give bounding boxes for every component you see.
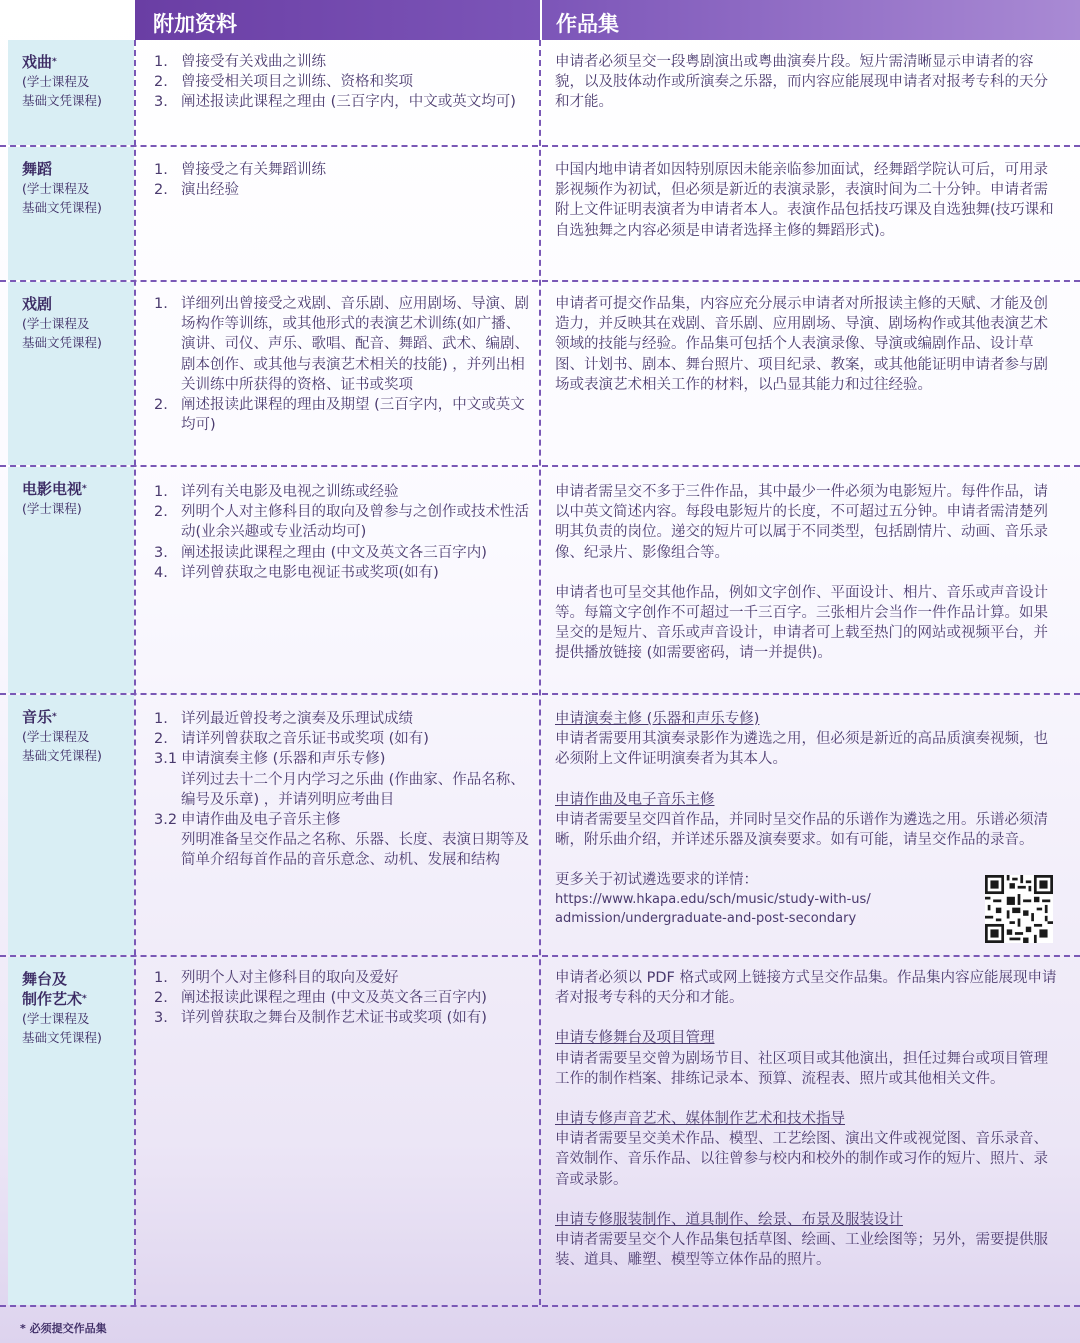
category-name: 音乐 <box>22 708 53 726</box>
category-film-tv <box>8 467 134 693</box>
list-item: 详列过去十二个月内学习之乐曲 (作曲家、作品名称、编号及乐章) ，并请列明应考曲目 <box>181 771 525 808</box>
row-divider <box>0 1305 1080 1307</box>
list-item: 2. 阐述报读此课程之理由 (中文及英文各三百字内) <box>154 990 487 1007</box>
additional-info-list <box>150 968 530 1029</box>
category-name: 舞台及 <box>22 970 68 988</box>
category-level: 基础文凭课程) <box>22 200 102 215</box>
category-music <box>8 695 134 955</box>
header-additional-info: 附加资料 <box>135 0 540 40</box>
list-item: 3. 阐述报读此课程之理由 (三百字内，中文或英文均可) <box>154 94 516 111</box>
category-level: 基础文凭课程) <box>22 1030 102 1045</box>
category-level: 基础文凭课程) <box>22 93 102 108</box>
header-blank <box>0 0 135 40</box>
section-heading: 申请专修声音艺术、媒体制作艺术和技术指导 <box>555 1111 845 1128</box>
list-item: 2. 曾接受相关项目之训练、资格和奖项 <box>154 74 413 91</box>
additional-info-list <box>150 294 530 435</box>
additional-info-list <box>150 482 530 583</box>
list-item: 3. 详列曾获取之舞台及制作艺术证书或奖项 (如有) <box>154 1010 487 1027</box>
required-star: * <box>52 712 57 722</box>
list-item: 1. 曾接受有关戏曲之训练 <box>154 54 326 70</box>
footnote: * 必须提交作品集 <box>20 1322 107 1335</box>
category-theatre-production <box>8 957 134 1305</box>
list-item: 4. 详列曾获取之电影电视证书或奖项(如有) <box>154 564 439 581</box>
category-level: (学士课程及 <box>22 1011 90 1026</box>
category-level: 基础文凭课程) <box>22 335 102 350</box>
additional-info-list <box>150 709 530 871</box>
list-item: 2. 演出经验 <box>154 182 239 199</box>
category-level: (学士课程) <box>22 501 82 516</box>
list-item: 2. 请详列曾获取之音乐证书或奖项 (如有) <box>154 731 429 748</box>
category-name: 制作艺术 <box>22 990 83 1008</box>
required-star: * <box>82 484 87 494</box>
url-link[interactable]: admission/undergraduate-and-post-secondary <box>555 911 857 927</box>
list-item: 列明准备呈交作品之名称、乐器、长度、表演日期等及简单介绍每首作品的音乐意念、动机、发展和结构 <box>181 832 529 869</box>
table-header <box>0 0 1080 40</box>
category-dance <box>8 147 134 280</box>
list-item: 3.1 申请演奏主修 (乐器和声乐专修) <box>154 751 386 768</box>
section-heading: 申请作曲及电子音乐主修 <box>555 791 715 808</box>
required-star: * <box>52 57 57 67</box>
url-link[interactable]: https://www.hkapa.edu/sch/music/study-with-us/ <box>555 892 871 908</box>
list-item: 1. 曾接受之有关舞蹈训练 <box>154 162 326 178</box>
list-item: 1. 列明个人对主修科目的取向及爱好 <box>154 970 399 986</box>
more-info-label: 更多关于初试遴选要求的详情： <box>555 872 758 889</box>
category-drama <box>8 282 134 465</box>
portfolio-text: 中国内地申请者如因特别原因未能亲临参加面试，经舞蹈学院认可后，可用录影视频作为初试，但必须是新近的表演录影，表演时间为二十分钟。申请者需附上文件证明表演者为申请者本人。表演作品包括技巧课及自选独舞(技巧课和自选独舞之内容必须是申请者选择主修的舞蹈形式)。 <box>555 162 1054 239</box>
category-level: (学士课程及 <box>22 729 90 744</box>
portfolio-text: 申请者可提交作品集，内容应充分展示申请者对所报读主修的天赋、才能及创造力，并反映其在戏剧、音乐剧、应用剧场、导演、剧场构作或其他表演艺术领域的技能与经验。作品集可包括个人表演录像、导演或编剧作品、设计草图、计划书、剧本、舞台照片、项目纪录、教案，或其他能证明申请者参与剧场或表演艺术相关工作的材料，以凸显其能力和过往经验。 <box>555 296 1048 393</box>
category-name: 电影电视 <box>22 480 83 498</box>
category-name: 戏曲 <box>22 53 53 71</box>
section-heading: 申请专修服装制作、道具制作、绘景、布景及服装设计 <box>555 1211 903 1228</box>
portfolio-text: 申请演奏主修 (乐器和声乐专修) 申请者需要用其演奏录影作为遴选之用，但必须是新近的高品质演奏视频，也必须附上文件证明演奏者为其本人。 申请作曲及电子音乐主修 申请者需要呈交四首作品，并同时呈交作品的乐谱作为遴选之用。乐谱必须清晰，附乐曲介绍，并详述乐器及演奏要求。如有可能，请呈交作品的录音。 更多关于初试遴选要求的详情： https://www.hkapa.edu/sch/music/study-with-us/ admission/undergraduate-and-post-secondary <box>555 709 1060 928</box>
list-item: 3.2 申请作曲及电子音乐主修 <box>154 812 341 829</box>
category-level: (学士课程及 <box>22 181 90 196</box>
category-level: 基础文凭课程) <box>22 748 102 763</box>
portfolio-text: 申请者需呈交不多于三件作品，其中最少一件必须为电影短片。每件作品，请以中英文简述内容。每段电影短片的长度，不可超过五分钟。申请者需清楚列明其负责的岗位。递交的短片可以属于不同类型，包括剧情片、动画、音乐录像、纪录片、影像组合等。 申请者也可呈交其他作品，例如文字创作、平面设计、相片、音乐或声音设计等。每篇文字创作不可超过一千三百字。三张相片会当作一件作品计算。如果呈交的是短片、音乐或声音设计，申请者可上载至热门的网站或视频平台，并提供播放链接 (如需要密码，请一并提供)。 <box>555 484 1048 662</box>
qr-code-icon[interactable] <box>985 875 1053 943</box>
column-divider <box>134 40 136 1305</box>
section-heading: 申请专修舞台及项目管理 <box>555 1030 715 1047</box>
required-star: * <box>82 994 87 1004</box>
list-item: 2. 列明个人对主修科目的取向及曾参与之创作或技术性活动(业余兴趣或专业活动均可) <box>154 504 529 541</box>
category-name: 戏剧 <box>22 295 53 313</box>
category-level: (学士课程及 <box>22 316 90 331</box>
section-heading: 申请演奏主修 (乐器和声乐专修) <box>555 711 760 727</box>
category-name: 舞蹈 <box>22 160 53 178</box>
category-level: (学士课程及 <box>22 74 90 89</box>
list-item: 1. 详列有关电影及电视之训练或经验 <box>154 484 399 500</box>
additional-info-list <box>150 52 530 113</box>
additional-info-list <box>150 160 530 200</box>
column-divider <box>539 40 541 1305</box>
list-item: 1. 详细列出曾接受之戏剧、音乐剧、应用剧场、导演、剧场构作等训练，或其他形式的表演艺术训练(如广播、演讲、司仪、声乐、歌唱、配音、舞蹈、武术、编剧、剧本创作、或其他与表演艺术相关的技能) ，并列出相关训练中所获得的资格、证书或奖项 <box>154 296 529 393</box>
portfolio-text: 申请者必须呈交一段粤剧演出或粤曲演奏片段。短片需清晰显示申请者的容貌，以及肢体动作或所演奏之乐器，而内容应能展现申请者对报考专科的天分和才能。 <box>555 54 1048 111</box>
list-item: 3. 阐述报读此课程之理由 (中文及英文各三百字内) <box>154 544 487 561</box>
portfolio-text: 申请者必须以 PDF 格式或网上链接方式呈交作品集。作品集内容应能展现申请者对报考专科的天分和才能。 申请专修舞台及项目管理 申请者需要呈交曾为剧场节目、社区项目或其他演出，担任过舞台或项目管理工作的制作档案、排练记录本、预算、流程表、照片或其他相关文件。 申请专修声音艺术、媒体制作艺术和技术指导 申请者需要呈交美术作品、模型、工艺绘图、演出文件或视觉图、音乐录音、音效制作、音乐作品、以往曾参与校内和校外的制作或习作的短片、照片、录音或录影。 申请专修服装制作、道具制作、绘景、布景及服装设计 申请者需要呈交个人作品集包括草图、绘画、工业绘图等；另外，需要提供服装、道具、雕塑、模型等立体作品的照片。 <box>555 968 1060 1270</box>
category-chinese-opera <box>8 40 134 145</box>
header-portfolio: 作品集 <box>540 0 1080 40</box>
list-item: 1. 详列最近曾投考之演奏及乐理试成绩 <box>154 711 413 727</box>
list-item: 2. 阐述报读此课程的理由及期望 (三百字内，中文或英文均可) <box>154 397 525 434</box>
